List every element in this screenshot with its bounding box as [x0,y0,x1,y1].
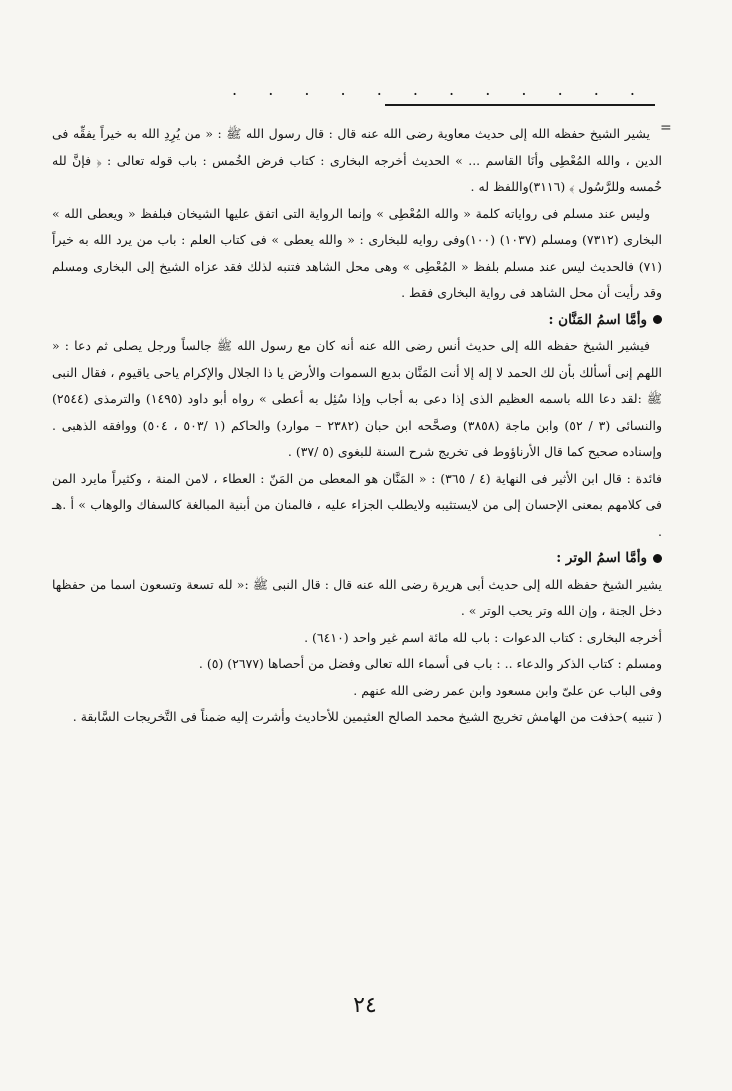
paragraph: يشير الشيخ حفظه الله إلى حديث معاوية رضى الله عنه قال : قال رسول الله ﷺ : « من يُرِدِ الله به خيراً يفقِّه فى الدين ، والله المُعْطِى وأنَا القاسم ... » الحديث أخرجه البخارى : كتاب فرض الخُمس : باب قوله تعالى : ﴿ فإنَّ لله خُمسه وللرَّسُول ﴾ (٣١١٦)واللفظ له . [52,126,662,194]
header-dots: . . . . . . . . . . . . [232,80,648,99]
bullet-icon [653,554,662,563]
header-rule [385,104,655,106]
section-heading-witr [52,545,662,572]
paragraph: أخرجه البخارى : كتاب الدعوات : باب لله مائة اسم غير واحد (٦٤١٠) . [304,629,662,645]
paragraph: فيشير الشيخ حفظه الله إلى حديث أنس رضى الله عنه أنه كان مع رسول الله ﷺ جالساً ورجل يصلى ثم دعا : « اللهم إنى أسألك بأن لك الحمد لا إله إلا أنت المَنَّان بديع السموات والأرض يا ذا الجلال والإكرام ياحى ياقيوم ، فقال النبى ﷺ :لقد دعا الله باسمه العظيم الذى إذا دعى به أجاب وإذا سُئِل به أعطى » رواه أبو داود (١٤٩٥) والترمذى (٢٥٤٤) والنسائى (٣ / ٥٢) وابن ماجة (٣٨٥٨) وصحَّحه ابن حبان (٢٣٨٢ – موارد) والحاكم (١ /٥٠٣ ، ٥٠٤) ووافقه الذهبى . وإسناده صحيح كما قال الأرناؤوط فى تخريج شرح السنة للبغوى (٥ /٣٧) . [52,338,662,459]
paragraph: وليس عند مسلم فى رواياته كلمة « والله المُعْطِى » وإنما الرواية التى اتفق عليها الشيخان فبلفظ « ويعطى الله » البخارى (٧٣١٢) ومسلم (١٠٣٧) (١٠٠)وفى روايه للبخارى : « والله يعطى » فى كتاب العلم : باب من يرد الله به خيراً (٧١) فالحديث ليس عند مسلم بلفظ « المُعْطِى » وهى محل الشاهد فتنبه لذلك فقد عزاه الشيخ إلى البخارى ومسلم وقد رأيت أن محل الشاهد فى رواية البخارى فقط . [52,205,662,300]
margin-mark: = [660,120,672,136]
body-text [52,121,662,731]
section-heading-mannan [52,307,662,334]
paragraph: ومسلم : كتاب الذكر والدعاء .. : باب فى أسماء الله تعالى وفضل من أحصاها (٢٦٧٧) (٥) . [198,656,662,671]
paragraph-faida: فائدة : قال ابن الأثير فى النهاية (٤ / ٣٦٥) : « المَنَّان هو المعطى من المَنّ : العطاء ، لامن المنة ، وكثيراً مايرد المن فى كلامهم بمعنى الإحسان إلى من لايستثيبه ولايطلب الجزاء عليه ، فالمنان من أبنية المبالغة كالسفاك والوهاب » أ .هـ . [52,470,662,539]
section-heading-label: وأمَّا اسمُ الوتر : [556,550,647,566]
paragraph: يشير الشيخ حفظه الله إلى حديث أبى هريرة رضى الله عنه قال : قال النبى ﷺ :« لله تسعة وتسعون اسما من حفظها دخل الجنة ، وإن الله وتر يحب الوتر » . [52,576,662,618]
paragraph: وفى الباب عن علىّ وابن مسعود وابن عمر رضى الله عنهم . [353,682,662,698]
paragraph-note: ( تنبيه )حذفت من الهامش تخريج الشيخ محمد الصالح العثيمين للأحاديث وأشرت إليه ضمناً فى التَّخريجات السَّابقة . [72,709,662,724]
bullet-icon [653,315,662,324]
page-number: ٢٤ [353,993,377,1018]
section-heading-label: وأمَّا اسمُ المَنَّان : [548,311,647,328]
